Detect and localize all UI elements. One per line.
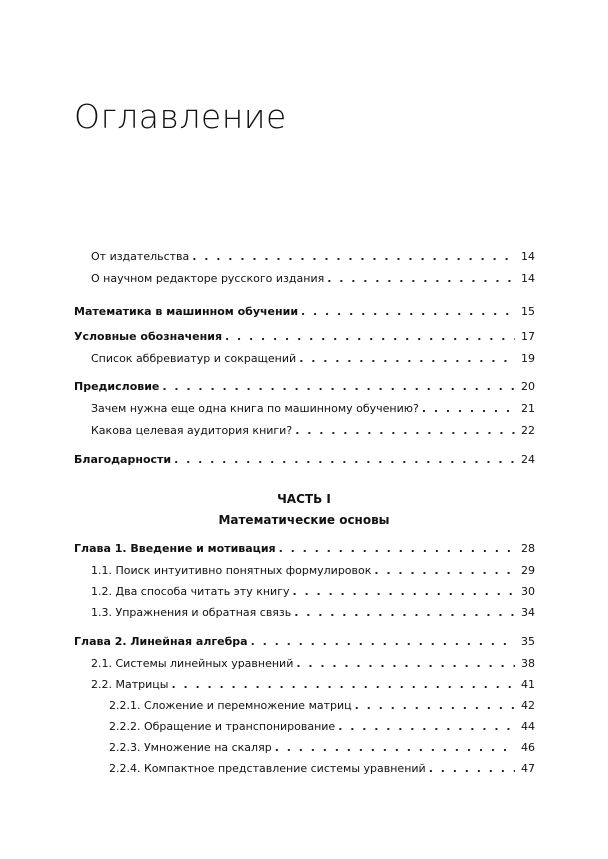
toc-entry-page: 42 — [521, 699, 535, 712]
toc-entry-page: 17 — [521, 330, 535, 343]
toc-leader-dots — [296, 657, 515, 671]
toc-leader-dots — [174, 453, 515, 467]
toc-leader-dots — [429, 762, 515, 776]
toc-entry[interactable] — [74, 305, 535, 319]
toc-leader-dots — [192, 250, 515, 264]
toc-entry-page: 46 — [521, 741, 535, 754]
toc-entry[interactable] — [91, 272, 535, 286]
toc-leader-dots — [374, 564, 515, 578]
toc-entry[interactable] — [91, 678, 535, 692]
toc-entry[interactable] — [109, 741, 535, 755]
toc-leader-dots — [171, 678, 515, 692]
toc-entry-label: Математика в машинном обучении — [74, 305, 299, 318]
toc-leader-dots — [279, 542, 515, 556]
toc-entry-label: 1.1. Поиск интуитивно понятных формулировок — [91, 564, 372, 577]
toc-entry[interactable] — [91, 352, 535, 366]
toc-entry-label: 2.2.4. Компактное представление системы уравнений — [109, 762, 426, 775]
toc-entry-page: 41 — [521, 678, 535, 691]
toc-leader-dots — [301, 305, 515, 319]
toc-entry-label: Какова целевая аудитория книги? — [91, 424, 293, 437]
toc-entry-label: 2.2.3. Умножение на скаляр — [109, 741, 272, 754]
toc-entry-page: 14 — [521, 250, 535, 263]
toc-entry-label: О научном редакторе русского издания — [91, 272, 325, 285]
toc-leader-dots — [299, 352, 515, 366]
toc-entry[interactable] — [74, 453, 535, 467]
toc-entry[interactable] — [74, 542, 535, 556]
toc-entry-page: 28 — [521, 542, 535, 555]
toc-entry-label: 2.1. Системы линейных уравнений — [91, 657, 294, 670]
toc-entry-page: 35 — [521, 635, 535, 648]
toc-entry[interactable] — [74, 330, 535, 344]
toc-entry-label: 2.2.2. Обращение и транспонирование — [109, 720, 336, 733]
toc-entry[interactable] — [91, 606, 535, 620]
toc-entry[interactable] — [109, 699, 535, 713]
toc-entry[interactable] — [109, 762, 535, 776]
toc-entry[interactable] — [91, 564, 535, 578]
toc-entry-page: 38 — [521, 657, 535, 670]
toc-entry[interactable] — [74, 380, 535, 394]
page-title: Оглавление — [74, 97, 287, 136]
toc-leader-dots — [422, 402, 515, 416]
toc-entry-label: 2.2. Матрицы — [91, 678, 169, 691]
toc-entry[interactable] — [74, 635, 535, 649]
toc-entry-label: 2.2.1. Сложение и перемножение матриц — [109, 699, 352, 712]
toc-entry-label: Список аббревиатур и сокращений — [91, 352, 297, 365]
toc-leader-dots — [162, 380, 515, 394]
toc-entry-label: Зачем нужна еще одна книга по машинному обучению? — [91, 402, 419, 415]
toc-entry-page: 29 — [521, 564, 535, 577]
part-title: Математические основы — [218, 513, 390, 527]
toc-entry-page: 15 — [521, 305, 535, 318]
toc-entry-page: 20 — [521, 380, 535, 393]
toc-entry-label: Благодарности — [74, 453, 172, 466]
toc-entry-page: 14 — [521, 272, 535, 285]
toc-entry[interactable] — [91, 424, 535, 438]
toc-leader-dots — [294, 606, 515, 620]
toc-entry[interactable] — [91, 585, 535, 599]
toc-entry-page: 47 — [521, 762, 535, 775]
toc-leader-dots — [355, 699, 515, 713]
toc-entry[interactable] — [109, 720, 535, 734]
toc-entry-label: Условные обозначения — [74, 330, 223, 343]
toc-leader-dots — [275, 741, 515, 755]
toc-entry[interactable] — [91, 402, 535, 416]
toc-entry-page: 22 — [521, 424, 535, 437]
toc-entry[interactable] — [91, 657, 535, 671]
toc-entry-page: 21 — [521, 402, 535, 415]
toc-leader-dots — [327, 272, 515, 286]
toc-leader-dots — [338, 720, 515, 734]
toc-entry-page: 24 — [521, 453, 535, 466]
toc-entry-page: 30 — [521, 585, 535, 598]
toc-leader-dots — [251, 635, 515, 649]
toc-entry-page: 19 — [521, 352, 535, 365]
toc-entry-page: 34 — [521, 606, 535, 619]
toc-entry-label: Глава 2. Линейная алгебра — [74, 635, 248, 648]
toc-entry-label: 1.3. Упражнения и обратная связь — [91, 606, 292, 619]
toc-entry-page: 44 — [521, 720, 535, 733]
toc-entry-label: От издательства — [91, 250, 190, 263]
toc-leader-dots — [295, 424, 515, 438]
toc-entry-label: Глава 1. Введение и мотивация — [74, 542, 276, 555]
toc-entry-label: 1.2. Два способа читать эту книгу — [91, 585, 290, 598]
toc-leader-dots — [225, 330, 515, 344]
toc-entry[interactable] — [91, 250, 535, 264]
part-number: ЧАСТЬ I — [277, 492, 331, 506]
toc-leader-dots — [292, 585, 515, 599]
toc-entry-label: Предисловие — [74, 380, 160, 393]
